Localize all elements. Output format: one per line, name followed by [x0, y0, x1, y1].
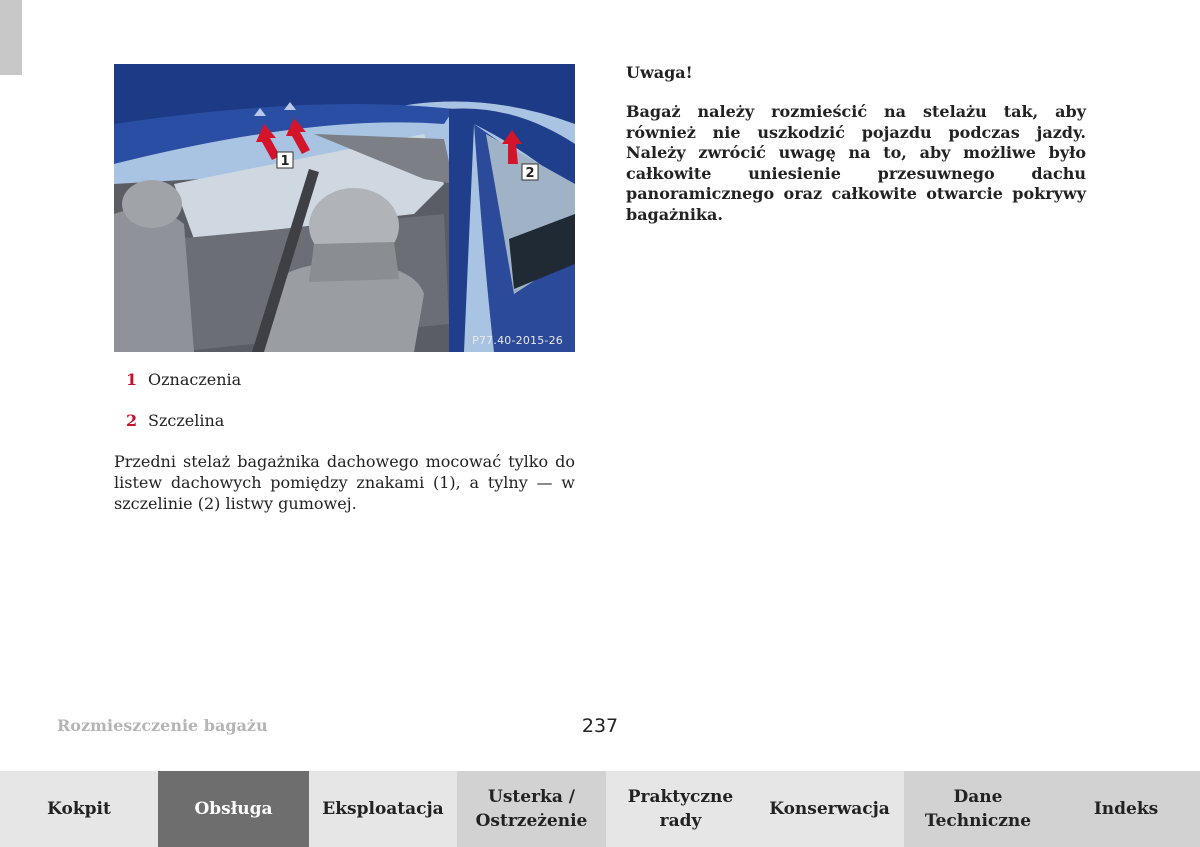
nav-tab-dane-techniczne[interactable]: Dane Techniczne: [904, 771, 1052, 847]
car-interior-illustration: [114, 64, 575, 352]
nav-tab-praktyczne-rady[interactable]: Praktyczne rady: [606, 771, 755, 847]
legend-label: Szczelina: [148, 411, 225, 430]
legend-number: 1: [126, 370, 138, 389]
instruction-paragraph: Przedni stelaż bagażnika dachowego mocować tylko do listew dachowych pomiędzy znakami (1), a tylny — w szczelinie (2) listwy gumowej.: [114, 452, 575, 513]
chapter-nav-bar: [0, 771, 1200, 847]
legend-item-1: [126, 370, 241, 389]
nav-tab-indeks[interactable]: Indeks: [1052, 771, 1200, 847]
legend-label: Oznaczenia: [148, 370, 242, 389]
car-roof-rails-figure: [114, 64, 575, 352]
note-heading: Uwaga!: [626, 63, 693, 82]
corner-tab-marker: [0, 0, 22, 75]
nav-tab-kokpit[interactable]: Kokpit: [0, 771, 158, 847]
photo-code: P77.40-2015-26: [472, 334, 563, 347]
nav-tab-obsluga[interactable]: Obsługa: [158, 771, 309, 847]
callout-2-label: 2: [525, 166, 535, 181]
page-number: 237: [581, 715, 619, 737]
legend-number: 2: [126, 411, 138, 430]
nav-tab-usterka[interactable]: Usterka / Ostrzeżenie: [457, 771, 606, 847]
nav-tab-eksploatacja[interactable]: Eksploatacja: [309, 771, 457, 847]
legend-item-2: [126, 411, 224, 430]
callout-1-label: 1: [280, 154, 290, 169]
note-paragraph: Bagaż należy rozmieścić na stelażu tak, aby również nie uszkodzić pojazdu podczas jazdy. Należy zwrócić uwagę na to, aby możliwe było całkowite uniesienie przesuwnego dachu panoramicznego oraz całkowite otwarcie pokrywy bagażnika.: [626, 102, 1086, 224]
section-title: Rozmieszczenie bagażu: [57, 716, 268, 735]
nav-tab-konserwacja[interactable]: Konserwacja: [755, 771, 904, 847]
